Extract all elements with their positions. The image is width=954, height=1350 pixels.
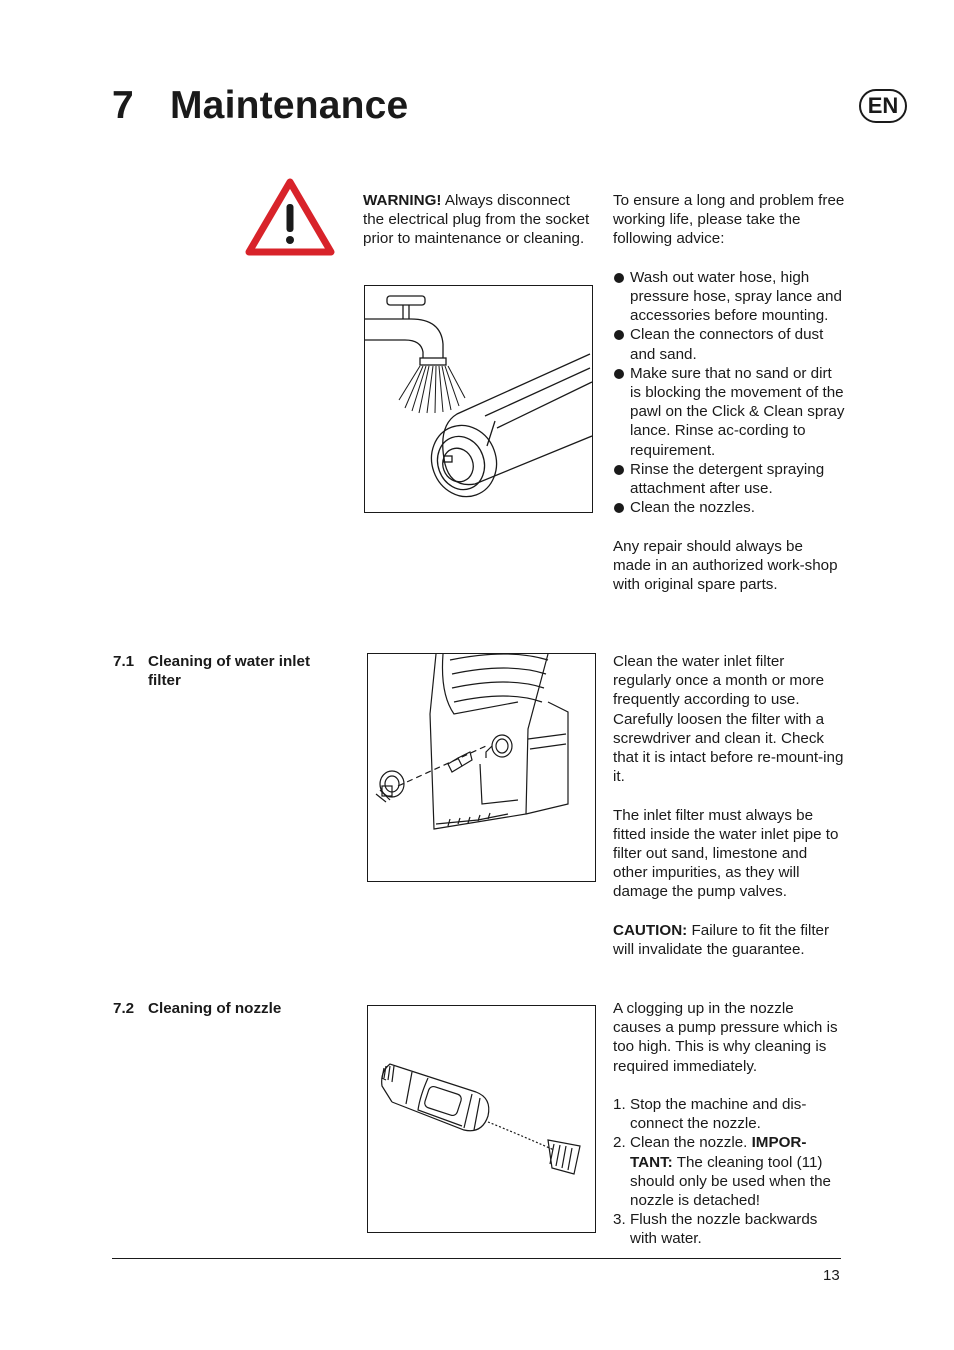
section-number: 7.2 <box>113 1000 135 1017</box>
nozzle-intro: A clogging up in the nozzle causes a pump pressure which is too high. This is why cleaning is required immediately. <box>613 1000 838 1075</box>
section-title: Cleaning of water inlet <box>148 653 311 670</box>
section-heading-7-1 <box>113 652 343 690</box>
nozzle-steps <box>613 1095 845 1249</box>
advice-column <box>613 191 845 594</box>
list-item: 3. Flush the nozzle backwards with water. <box>613 1211 818 1248</box>
inlet-para-1: Clean the water inlet filter regularly once a month or more frequently according to use. Carefully loosen the filter with a screwdriver and clean it. Check that it is intact before re-mount-ing it. <box>613 653 844 786</box>
list-item: Make sure that no sand or dirt is blocking the movement of the pawl on the Click & Clean spray lance. Rinse ac-cording to requirement. <box>613 364 845 460</box>
advice-outro: Any repair should always be made in an authorized work-shop with original spare parts. <box>613 537 838 594</box>
section-title: Cleaning of nozzle <box>148 1000 282 1017</box>
page-title <box>112 84 408 128</box>
list-item: Wash out water hose, high pressure hose, spray lance and accessories before mounting. <box>613 268 845 326</box>
advice-list <box>613 268 845 518</box>
list-item: 1. Stop the machine and dis-connect the nozzle. <box>613 1096 807 1133</box>
page-number: 13 <box>823 1267 840 1284</box>
section-7-2-text <box>613 999 845 1249</box>
section-heading-7-2 <box>113 999 343 1018</box>
chapter-title: Maintenance <box>170 84 409 127</box>
list-item: 2. Clean the nozzle. IMPOR-TANT: The cleaning tool (11) should only be used when the nozzle is detached! <box>613 1134 831 1210</box>
important-label: IMPOR-TANT: <box>630 1134 807 1171</box>
caution-label: CAUTION: <box>613 921 688 939</box>
warning-body: Always disconnect the electrical plug from the socket prior to maintenance or cleaning. <box>363 192 590 248</box>
section-number: 7.1 <box>113 653 135 670</box>
footer-rule <box>112 1258 841 1259</box>
section-7-1-text <box>613 652 845 959</box>
figure-inlet-filter <box>367 653 596 882</box>
figure-nozzle-cleaning <box>367 1005 596 1233</box>
inlet-para-2: The inlet filter must always be fitted inside the water inlet pipe to filter out sand, limestone and other impurities, as they will damage the pump valves. <box>613 806 839 901</box>
list-item: Clean the connectors of dust and sand. <box>613 325 845 363</box>
language-badge: EN <box>859 89 907 123</box>
warning-triangle-icon <box>245 178 335 256</box>
list-item: Clean the nozzles. <box>613 498 845 517</box>
chapter-number: 7 <box>112 84 134 127</box>
advice-intro: To ensure a long and problem free working life, please take the following advice: <box>613 192 845 248</box>
warning-text <box>363 191 591 249</box>
list-item: Rinse the detergent spraying attachment after use. <box>613 460 845 498</box>
caution-text: Failure to fit the filter will invalidate the guarantee. <box>613 921 830 959</box>
section-title-cont: filter <box>148 672 181 690</box>
figure-rinse-lance <box>364 285 593 513</box>
warning-label: WARNING! <box>363 192 442 209</box>
